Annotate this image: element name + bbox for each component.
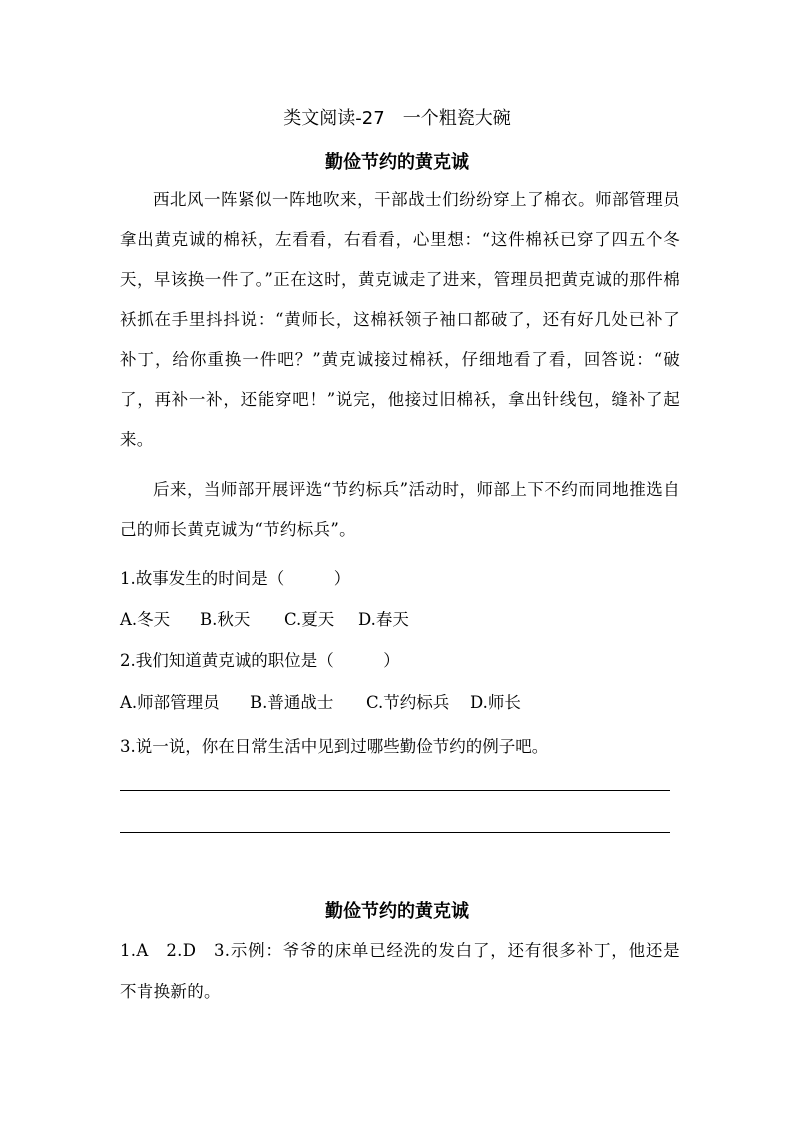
answer-key-text: 1.A 2.D 3.示例：爷爷的床单已经洗的发白了，还有很多补丁，他还是不肯换新的。 [120, 941, 680, 1001]
answer-key-title: 勤俭节约的黄克诚 [325, 901, 469, 922]
q2-option-b: B.普通战士 [250, 693, 334, 712]
answer-line-1 [120, 790, 670, 791]
question-1: 1.故事发生的时间是（ ） [120, 569, 351, 588]
question-3: 3.说一说，你在日常生活中见到过哪些勤俭节约的例子吧。 [120, 737, 549, 756]
q1-option-a: A.冬天 [120, 610, 171, 629]
q1-option-d: D.春天 [358, 610, 409, 629]
passage-paragraph-2: 后来，当师部开展评选“节约标兵”活动时，师部上下不约而同地推选自己的师长黄克诚为“节约标兵”。 [120, 480, 680, 539]
q2-option-a: A.师部管理员 [120, 693, 220, 712]
answer-line-2 [120, 832, 670, 833]
story-title: 勤俭节约的黄克诚 [325, 152, 469, 173]
page-title: 类文阅读-27 一个粗瓷大碗 [283, 108, 511, 129]
question-2-options [120, 689, 521, 713]
q1-option-b: B.秋天 [200, 610, 251, 629]
q2-option-c: C.节约标兵 [366, 693, 450, 712]
question-2: 2.我们知道黄克诚的职位是（ ） [120, 651, 400, 670]
q2-option-d: D.师长 [470, 693, 521, 712]
question-1-options [120, 606, 409, 630]
q1-option-c: C.夏天 [284, 610, 335, 629]
passage-paragraph-1: 西北风一阵紧似一阵地吹来，干部战士们纷纷穿上了棉衣。师部管理员拿出黄克诚的棉袄，左看看，右看看，心里想：“这件棉袄已穿了四五个冬天，早该换一件了。”正在这时，黄克诚走了进来，管理员把黄克诚的那件棉袄抓在手里抖抖说：“黄师长，这棉袄领子袖口都破了，还有好几处已补了补丁，给你重换一件吧？”黄克诚接过棉袄，仔细地看了看，回答说：“破了，再补一补，还能穿吧！”说完，他接过旧棉袄，拿出针线包，缝补了起来。 [120, 190, 680, 449]
